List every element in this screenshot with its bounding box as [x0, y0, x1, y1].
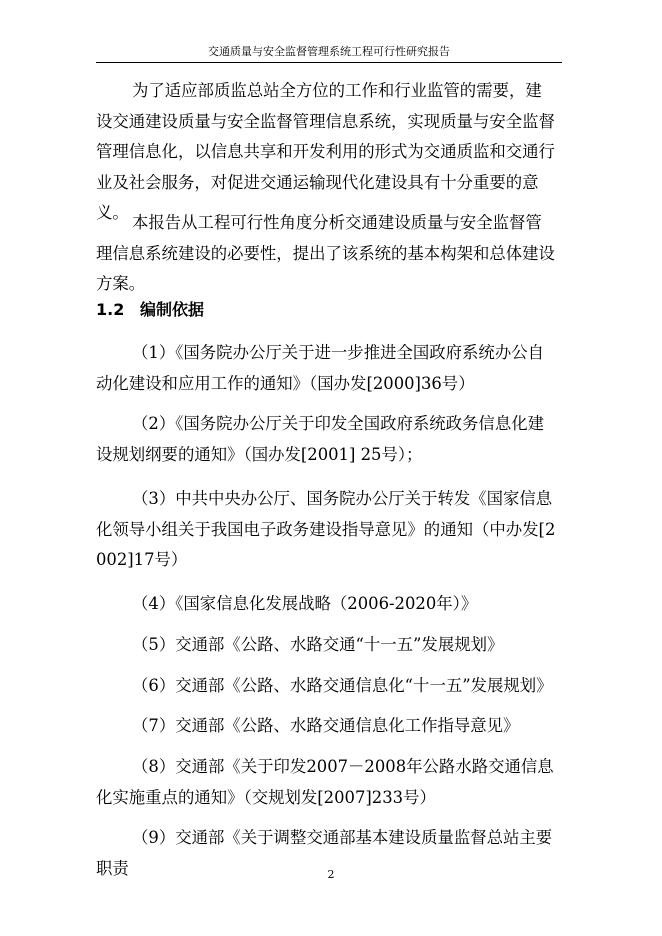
reference-item-4: （4）《国家信息化发展战略（2006-2020年）》: [132, 594, 478, 613]
section-number: 1.2: [96, 300, 125, 319]
reference-item-9: （9）交通部《关于调整交通部基本建设质量监督总站主要职责: [96, 828, 553, 878]
reference-item-1: （1）《国务院办公厅关于进一步推进全国政府系统办公自动化建设和应用工作的通知》（国办发[2000]36号）: [96, 343, 544, 393]
intro-paragraph-2: 本报告从工程可行性角度分析交通建设质量与安全监督管理信息系统建设的必要性，提出了该系统的基本构架和总体建设方案。: [96, 213, 555, 293]
reference-item-6: （6）交通部《公路、水路交通信息化“十一五”发展规划》: [132, 676, 553, 695]
section-title: 编制依据: [140, 300, 205, 319]
running-header: 交通质量与安全监督管理系统工程可行性研究报告: [208, 45, 450, 58]
section-heading: [96, 298, 204, 322]
page-number: 2: [327, 868, 335, 881]
reference-item-8: （8）交通部《关于印发2007－2008年公路水路交通信息化实施重点的通知》（交规划发[2007]233号）: [96, 757, 554, 807]
reference-item-2: （2）《国务院办公厅关于印发全国政府系统政务信息化建设规划纲要的通知》（国办发[2001] 25号）；: [96, 414, 544, 464]
reference-item-5: （5）交通部《公路、水路交通“十一五”发展规划》: [132, 635, 504, 654]
intro-paragraph-1: 为了适应部质监总站全方位的工作和行业监管的需要，建设交通建设质量与安全监督管理信息系统，实现质量与安全监督管理信息化，以信息共享和开发利用的形式为交通质监和交通行业及社会服务，对促进交通运输现代化建设具有十分重要的意义。: [96, 81, 555, 222]
reference-item-3: （3）中共中央办公厅、国务院办公厅关于转发《国家信息化领导小组关于我国电子政务建设指导意见》的通知（中办发[2002]17号）: [96, 489, 556, 569]
reference-item-7: （7）交通部《公路、水路交通信息化工作指导意见》: [132, 716, 520, 735]
header-rule: [96, 62, 562, 63]
